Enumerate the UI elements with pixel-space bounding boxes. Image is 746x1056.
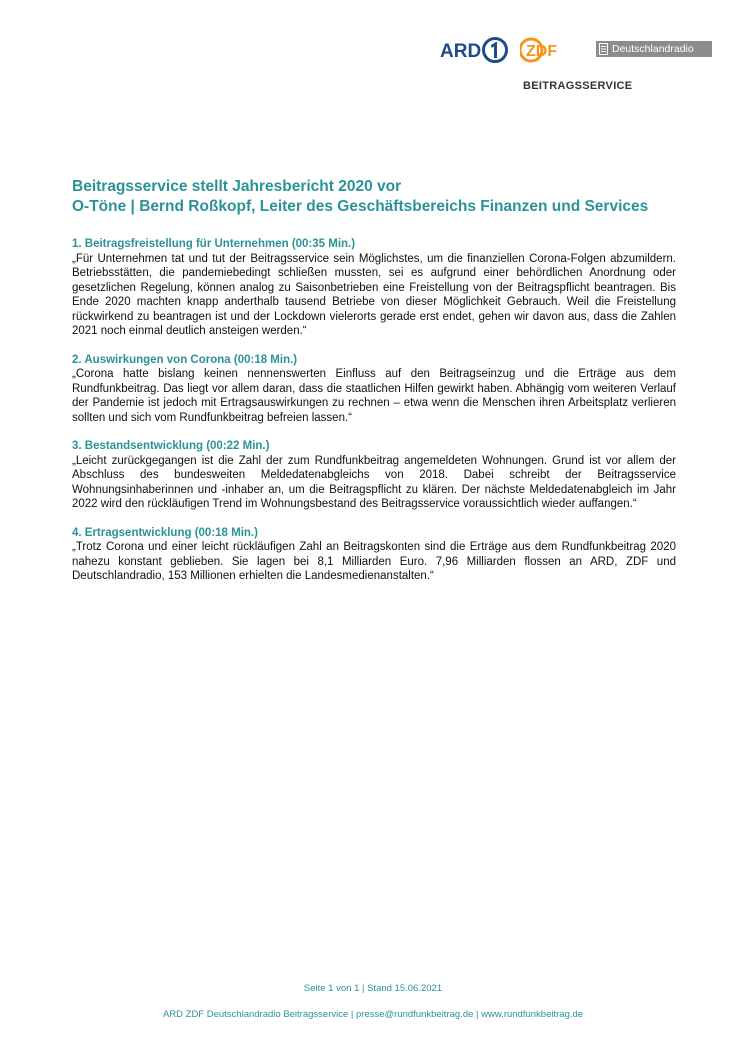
section-heading: 4. Ertragsentwicklung (00:18 Min.) [72, 526, 258, 539]
beitragsservice-label: BEITRAGSSERVICE [523, 80, 633, 92]
zdf-logo-text: ZDF [526, 43, 558, 60]
section-heading: 1. Beitragsfreistellung für Unternehmen (00:35 Min.) [72, 238, 356, 250]
broadcaster-logos [440, 36, 712, 64]
section-text: „Trotz Corona und einer leicht rückläufigen Zahl an Beitragskonten sind die Erträge aus dem Rundfunkbeitrag 2020 nahezu konstant geblieben. Sie lagen bei 8,1 Milliarden Euro. 7,96 Milliarden flossen an ARD, ZDF und Deutschlandradio, 153 Millionen erhielten die Landesmedienanstalten.“ [72, 541, 676, 582]
footer-page-info: Seite 1 von 1 | Stand 15.06.2021 [303, 983, 443, 994]
document-subtitle: O-Töne | Bernd Roßkopf, Leiter des Geschäftsbereichs Finanzen und Services [72, 198, 649, 215]
section-heading: 3. Bestandsentwicklung (00:22 Min.) [72, 440, 270, 452]
zdf-logo [520, 36, 578, 64]
document-body [72, 237, 676, 598]
document-icon [598, 41, 610, 57]
footer-contact: ARD ZDF Deutschlandradio Beitragsservice | presse@rundfunkbeitrag.de | www.rundfunkbeitrag.de [162, 1009, 584, 1020]
ard-logo-text: ARD [440, 41, 482, 62]
section-4 [72, 526, 676, 584]
section-3 [72, 439, 676, 512]
ard-logo [440, 36, 510, 64]
section-heading: 2. Auswirkungen von Corona (00:18 Min.) [72, 353, 298, 366]
deutschlandradio-logo [596, 41, 712, 57]
document-title: Beitragsservice stellt Jahresbericht 2020 vor [72, 178, 402, 195]
section-text: „Leicht zurückgegangen ist die Zahl der zum Rundfunkbeitrag angemeldeten Wohnungen. Grund ist vor allem der Abschluss des bundesweiten Meldedatenabgleichs von 2018. Dabei schreibt der Beitragsservice Wohnungsinhaberinnen und -inhaber an, um die Beitragspflicht zu klären. Der nächste Meldedatenabgleich im Jahr 2022 wird den rückläufigen Trend im Wohnungsbestand des Beitragsservice voraussichtlich wieder auffangen.“ [72, 454, 676, 510]
section-text: „Corona hatte bislang keinen nennenswerten Einfluss auf den Beitragseinzug und die Erträge aus dem Rundfunkbeitrag. Das liegt vor allem daran, dass die staatlichen Hilfen gewirkt haben. Abhängig vom weiteren Verlauf der Pandemie ist jedoch mit Ertragsauswirkungen zu rechnen – etwa wenn die Menschen ihren Arbeitsplatz verlieren sollten und sich vom Rundfunkbeitrag befreien lassen.“ [72, 368, 676, 424]
section-1 [72, 237, 676, 339]
deutschlandradio-logo-text: Deutschlandradio [612, 43, 694, 55]
section-2 [72, 353, 676, 426]
section-text: „Für Unternehmen tat und tut der Beitragsservice sein Möglichstes, um die finanziellen Corona-Folgen abzumildern. Betriebsstätten, die pandemiebedingt schließen mussten, sei es aufgrund einer behördlichen Anordnung oder gesetzlichen Regelung, können analog zu Saisonbetrieben eine Freistellung von der Beitragspflicht beantragen. Bis Ende 2020 machten knapp anderthalb tausend Betriebe von dieser Möglichkeit Gebrauch. Weil die Freistellung rückwirkend zu beantragen ist und der Lockdown vielerorts gerade erst endet, gehen wir davon aus, dass die Zahlen 2021 noch einmal deutlich ansteigen werden.“ [72, 252, 676, 337]
